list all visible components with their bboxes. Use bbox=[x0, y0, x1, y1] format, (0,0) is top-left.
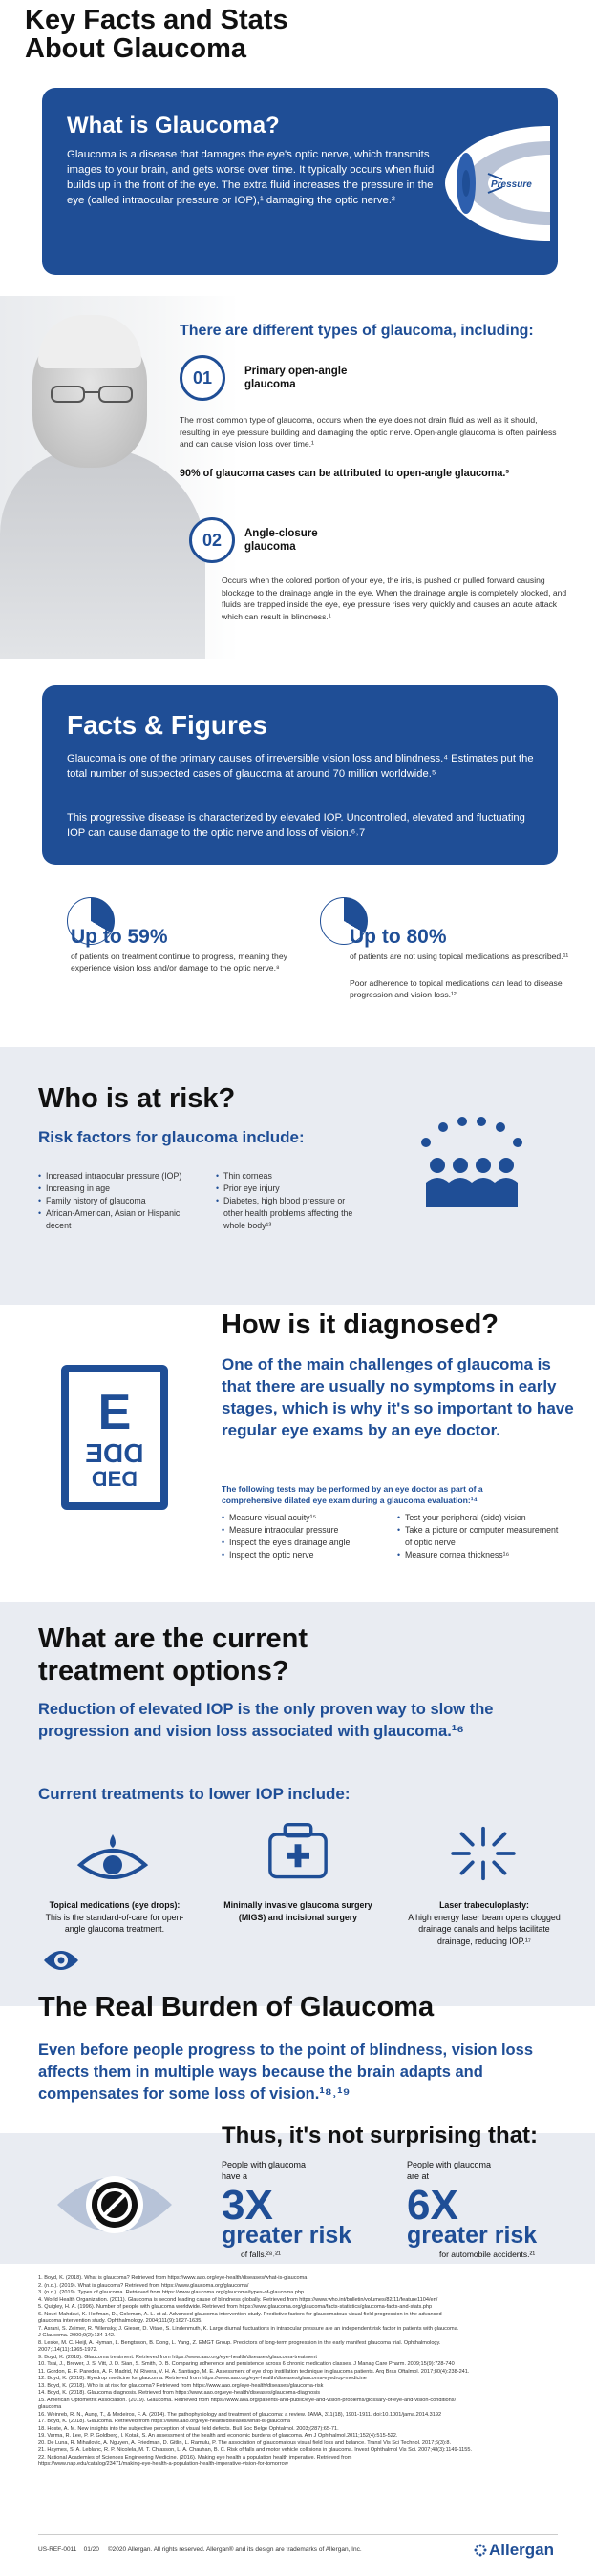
stat-value: Up to 59% bbox=[71, 926, 168, 948]
eye-cross-section-icon bbox=[436, 116, 550, 250]
type-description: Occurs when the colored portion of your eye, the iris, is pushed or pulled forward causing blockage to the drainage angle in the eye. When the drainage angle is completely blocked, and fluids are trapped inside the eye, eye pressure rises very quickly and causes an acute attack which can result in blindness.¹ bbox=[222, 576, 567, 621]
pressure-label: Pressure bbox=[491, 179, 532, 190]
list-item: • Measure cornea thickness¹⁶ bbox=[397, 1549, 564, 1561]
reference-item: 3. (n.d.). (2019). Types of glaucoma. Retrieved from https://www.glaucoma.org/glaucoma/types-of-glaucoma.php bbox=[38, 2290, 305, 2295]
eye-chart-icon bbox=[61, 1365, 168, 1510]
references-list bbox=[38, 2275, 573, 2469]
type-name: Angle-closure glaucoma bbox=[244, 528, 318, 553]
reference-item: 19. Varma, R. Lee, P. P. Goldberg, I. Kotak, S. An assessment of the health and economic burdens of glaucoma. Am J Ophthalmol.2011;152(4):515-522. bbox=[38, 2433, 398, 2439]
risk-factor-list bbox=[38, 1170, 191, 1232]
list-item: • Family history of glaucoma bbox=[38, 1195, 191, 1207]
reference-item: J Glaucoma. 2000;9(2):134-142. bbox=[38, 2333, 116, 2338]
risk-subheading: Risk factors for glaucoma include: bbox=[38, 1128, 305, 1146]
reference-item: 12. Boyd, K. (2018). Eyedrop medicine for glaucoma. Retrieved from https://www.aao.org/eye-health/diseases/glaucoma-eyedrop-medicine bbox=[38, 2376, 367, 2381]
reference-item: 1. Boyd, K. (2018). What is glaucoma? Retrieved from https://www.aao.org/eye-health/diseases/what-is-glaucoma bbox=[38, 2275, 308, 2281]
eye-chart-row: ⱭEⱭ bbox=[91, 1467, 138, 1491]
eye-drop-icon bbox=[74, 1833, 151, 1890]
treatment-title: Topical medications (eye drops): bbox=[49, 1900, 181, 1910]
facts-paragraph-1: Glaucoma is one of the primary causes of irreversible vision loss and blindness.⁴ Estimates put the total number of suspected cases of glaucoma at around 70 million worldwide.⁵ bbox=[67, 753, 534, 780]
footer-copyright: ©2020 Allergan. All rights reserved. Allergan® and its design are trademarks of Allergan, Inc. bbox=[107, 2546, 362, 2553]
type-name: Primary open-angle glaucoma bbox=[244, 366, 348, 390]
reference-item: 13. Boyd, K. (2018). Who is at risk for glaucoma? Retrieved from https://www.aao.org/eye-health/diseases/glaucoma-risk bbox=[38, 2382, 324, 2389]
reference-item: https://www.nap.edu/catalog/23471/making-eye-health-a-population-health-imperative-vision-for-tomorrow bbox=[38, 2461, 288, 2467]
reference-item: 11. Gordon, E. F. Paredes, A. F. Madrid, N. Rivera, V. H. A. Santiago, M. E. Assessment of eye drop instillation technique in glaucoma patients. Arq Bras Oftalmol. 2017;80(4):238-241. bbox=[38, 2368, 470, 2375]
treatment-title: Laser trabeculoplasty: bbox=[439, 1900, 529, 1910]
list-item: • Measure visual acuity¹⁵ bbox=[222, 1512, 389, 1524]
treatment-heading: What are the current treatment options? bbox=[38, 1623, 308, 1686]
treatment-desc: A high energy laser beam opens clogged drainage canals and helps facilitate drainage, reducing IOP.¹⁷ bbox=[408, 1912, 561, 1946]
medical-kit-icon bbox=[260, 1823, 336, 1880]
treatment-caption bbox=[222, 1899, 374, 1923]
reference-item: 16. Weinreb, R. N., Aung, T., & Medeiros, F. A. (2014). The pathophysiology and treatment of glaucoma: a review. JAMA, 311(18), 1901-1911. doi:10.1001/jama.2014.3192 bbox=[38, 2411, 442, 2418]
stat-description: of patients are not using topical medications as prescribed.¹¹ bbox=[350, 952, 569, 961]
burden-lead: Even before people progress to the point of blindness, vision loss affects them in multiple ways because the brain adapts and compensates for some loss of vision.¹⁸˒¹⁹ bbox=[38, 2042, 533, 2103]
what-heading: What is Glaucoma? bbox=[67, 113, 280, 138]
stat-description: of patients on treatment continue to progress, meaning they experience vision loss and/or damage to the optic nerve.⁸ bbox=[71, 952, 287, 973]
risk-factor-list bbox=[216, 1170, 364, 1232]
reference-item: 7. Asrani, S. Zeimer, R. Wilensky, J. Gieser, D. Vitale, S. Lindenmuth, K. Large diurnal fluctuations in intraocular pressure are an independent risk factor in patients with glaucoma. bbox=[38, 2325, 459, 2332]
people-group-icon bbox=[414, 1112, 529, 1217]
footer-date: 01/20 bbox=[83, 2546, 99, 2553]
list-item: • Prior eye injury bbox=[216, 1183, 364, 1195]
open-angle-stat: 90% of glaucoma cases can be attributed to open-angle glaucoma.³ bbox=[180, 468, 509, 479]
list-item: • Take a picture or computer measurement of optic nerve bbox=[397, 1524, 564, 1549]
reference-item: 4. World Health Organization. (2011). Glaucoma is second leading cause of blindness globally. Retrieved from https://www.who.int/bulletin/volumes/82/11/feature1104/en/ bbox=[38, 2296, 438, 2303]
burden-heading: The Real Burden of Glaucoma bbox=[38, 1992, 435, 2022]
risk-note: of falls.²⁸˒²¹ bbox=[241, 2250, 281, 2259]
list-item: • Test your peripheral (side) vision bbox=[397, 1512, 564, 1524]
reference-item: 2. (n.d.). (2019). What is glaucoma? Retrieved from https://www.glaucoma.org/glaucoma/ bbox=[38, 2282, 249, 2289]
reference-item: 21. Haymes, S. A. Leblanc, R. P. Nicolela, M. T. Chiasson, L. A. Chauhan, B. C. Risk of falls and motor vehicle collisions in glaucoma. Invest Ophthalmol Vis Sci. 2007;48(3):1149-1155. bbox=[38, 2447, 473, 2453]
thus-heading: Thus, it's not surprising that: bbox=[222, 2123, 539, 2148]
eye-chart-row: ƎⱭⱭ bbox=[85, 1438, 144, 1468]
treatment-caption bbox=[403, 1899, 565, 1947]
reference-item: 10. Tsai, J., Brewer, J. S. Vitt, J. D. Sian, S. Smith, D. B. Comparing adherence and persistence across 6 chronic medication classes. J Manag Care Pharm. 2009;15(9):728-740 bbox=[38, 2361, 455, 2367]
type-description: The most common type of glaucoma, occurs when the eye does not drain fluid as well as it should, resulting in eye pressure building and damaging the optic nerve. Open-angle glaucoma is often painless and can cause vision loss over time.¹ bbox=[180, 415, 557, 449]
reference-item: 17. Boyd, K. (2018). Glaucoma. Retrieved from https://www.aao.org/eye-health/diseases/what-is-glaucoma bbox=[38, 2419, 290, 2424]
treatment-lead: Reduction of elevated IOP is the only proven way to slow the progression and vision loss associated with glaucoma.¹⁶ bbox=[38, 1701, 494, 1740]
reference-item: 9. Boyd, K. (2018). Glaucoma treatment. Retrieved from https://www.aao.org/eye-health/diseases/glaucoma-treatment bbox=[38, 2354, 317, 2360]
tests-intro: The following tests may be performed by an eye doctor as part of a comprehensive dilated eye exam during a glaucoma evaluation:¹⁴ bbox=[222, 1484, 483, 1505]
reference-item: 8. Leske, M. C. Heijl, A. Hyman, L. Bengtsson, B. Dong, L. Yang, Z. EMGT Group. Predictors of long-term progression in the early manifest glaucoma trial. Ophthalmology. bbox=[38, 2339, 441, 2346]
list-item: • Thin corneas bbox=[216, 1170, 364, 1183]
glasses-icon bbox=[48, 384, 136, 405]
list-item: • Increasing in age bbox=[38, 1183, 191, 1195]
treatment-subheading: Current treatments to lower IOP include: bbox=[38, 1785, 351, 1803]
stat-description-secondary: Poor adherence to topical medications can lead to disease progression and vision loss.¹² bbox=[350, 978, 563, 999]
reference-item: 2007;114(11):1965-1972. bbox=[38, 2347, 98, 2353]
risk-label: People with glaucoma have a bbox=[222, 2160, 307, 2181]
reference-item: 22. National Academies of Sciences Engineering Medicine. (2016). Making eye health a population health imperative. Retrieved from bbox=[38, 2454, 352, 2461]
treatment-caption bbox=[38, 1899, 191, 1936]
reference-item: glaucoma bbox=[38, 2404, 62, 2410]
footer-code: US-REF-0011 bbox=[38, 2546, 77, 2553]
doctor-body-shape bbox=[0, 449, 205, 659]
risk-label: People with glaucoma are at bbox=[407, 2160, 492, 2181]
list-item: • Diabetes, high blood pressure or other health problems affecting the whole body¹³ bbox=[216, 1195, 364, 1232]
list-item: • Increased intraocular pressure (IOP) bbox=[38, 1170, 191, 1183]
treatment-desc: This is the standard-of-care for open-angle glaucoma treatment. bbox=[45, 1912, 184, 1934]
stat-value: Up to 80% bbox=[350, 926, 447, 948]
reference-item: 5. Quigley, H. A. (1996). Number of people with glaucoma worldwide. Retrieved from https://www.glaucoma.org/glaucoma/facts-statistics/glaucoma-facts-and-stats.php bbox=[38, 2304, 433, 2310]
diagnosed-heading: How is it diagnosed? bbox=[222, 1309, 499, 1340]
facts-paragraph-2: This progressive disease is characterized by elevated IOP. Uncontrolled, elevated and fluctuating IOP can cause damage to the optic nerve and loss of vision.⁶˒7 bbox=[67, 812, 525, 839]
what-body: Glaucoma is a disease that damages the eye's optic nerve, which transmits images to your brain, and gets worse over time. It typically occurs when fluid builds up in the front of the eye. The extra fluid increases the pressure in the eye (called intraocular pressure or IOP),¹ damaging the optic nerve.² bbox=[67, 149, 435, 206]
allergan-logo: Allergan bbox=[489, 2541, 555, 2559]
tests-list bbox=[222, 1512, 389, 1561]
eye-icon bbox=[42, 1947, 80, 1974]
risk-word: greater risk bbox=[222, 2222, 352, 2249]
reference-item: 14. Boyd, K. (2018). Glaucoma diagnosis. Retrieved from https://www.aao.org/eye-health/diseases/glaucoma-diagnosis bbox=[38, 2390, 321, 2396]
diagnosed-lead: One of the main challenges of glaucoma is that there are usually no symptoms in early stages, which is why it's so important to have regular eye exams by an eye doctor. bbox=[222, 1355, 574, 1439]
risk-word: greater risk bbox=[407, 2222, 538, 2249]
list-item: • Measure intraocular pressure bbox=[222, 1524, 389, 1537]
reference-item: 6. Nouri-Mahdavi, K. Hoffman, D., Coleman, A. L. et al. Advanced glaucoma intervention study. Predictive factors for glaucomatous visual field progression in the advanced bbox=[38, 2311, 442, 2317]
risk-note: for automobile accidents.²¹ bbox=[439, 2250, 536, 2259]
facts-figures-card bbox=[42, 685, 558, 865]
risk-multiplier: 6X bbox=[407, 2182, 458, 2229]
reference-item: 20. De Luna, R. Mihailovic, A. Nguyen, A. Friedman, D. Gitlin, L. Ramulu, P. The association of glaucomatous visual field loss and balance. Transl Vis Sci Technol. 2017;6(3):8. bbox=[38, 2440, 452, 2446]
types-heading: There are different types of glaucoma, including: bbox=[180, 323, 534, 339]
footer-divider bbox=[38, 2534, 558, 2535]
footer-legal bbox=[38, 2546, 362, 2553]
eye-chart-row: E bbox=[97, 1385, 132, 1440]
type-number-badge: 02 bbox=[189, 517, 235, 563]
laser-burst-icon bbox=[445, 1825, 521, 1882]
list-item: • African-American, Asian or Hispanic decent bbox=[38, 1207, 191, 1232]
blocked-vision-eye-icon bbox=[55, 2159, 174, 2251]
allergan-logo-icon bbox=[474, 2544, 487, 2557]
reference-item: glaucoma intervention study. Ophthalmology. 2004;111(9):1627-1635. bbox=[38, 2318, 202, 2324]
what-is-glaucoma-card bbox=[42, 88, 558, 275]
page-title: Key Facts and Stats About Glaucoma bbox=[25, 5, 288, 64]
risk-multiplier: 3X bbox=[222, 2182, 273, 2229]
list-item: • Inspect the optic nerve bbox=[222, 1549, 389, 1561]
risk-heading: Who is at risk? bbox=[38, 1083, 236, 1114]
tests-list bbox=[397, 1512, 564, 1561]
facts-heading: Facts & Figures bbox=[67, 710, 268, 740]
treatment-title: Minimally invasive glaucoma surgery (MIGS) and incisional surgery bbox=[223, 1900, 372, 1922]
reference-item: 18. Hoste, A. M. New insights into the subjective perception of visual field defects. Bull Soc Belge Ophtalmol. 2003;(287):65-71. bbox=[38, 2425, 339, 2432]
type-number-badge: 01 bbox=[180, 355, 225, 401]
list-item: • Inspect the eye's drainage angle bbox=[222, 1537, 389, 1549]
reference-item: 15. American Optometric Association. (2019). Glaucoma. Retrieved from https://www.aoa.org/patients-and-public/eye-and-vision-problems/glossary-of-eye-and-vision-conditions/ bbox=[38, 2397, 457, 2403]
